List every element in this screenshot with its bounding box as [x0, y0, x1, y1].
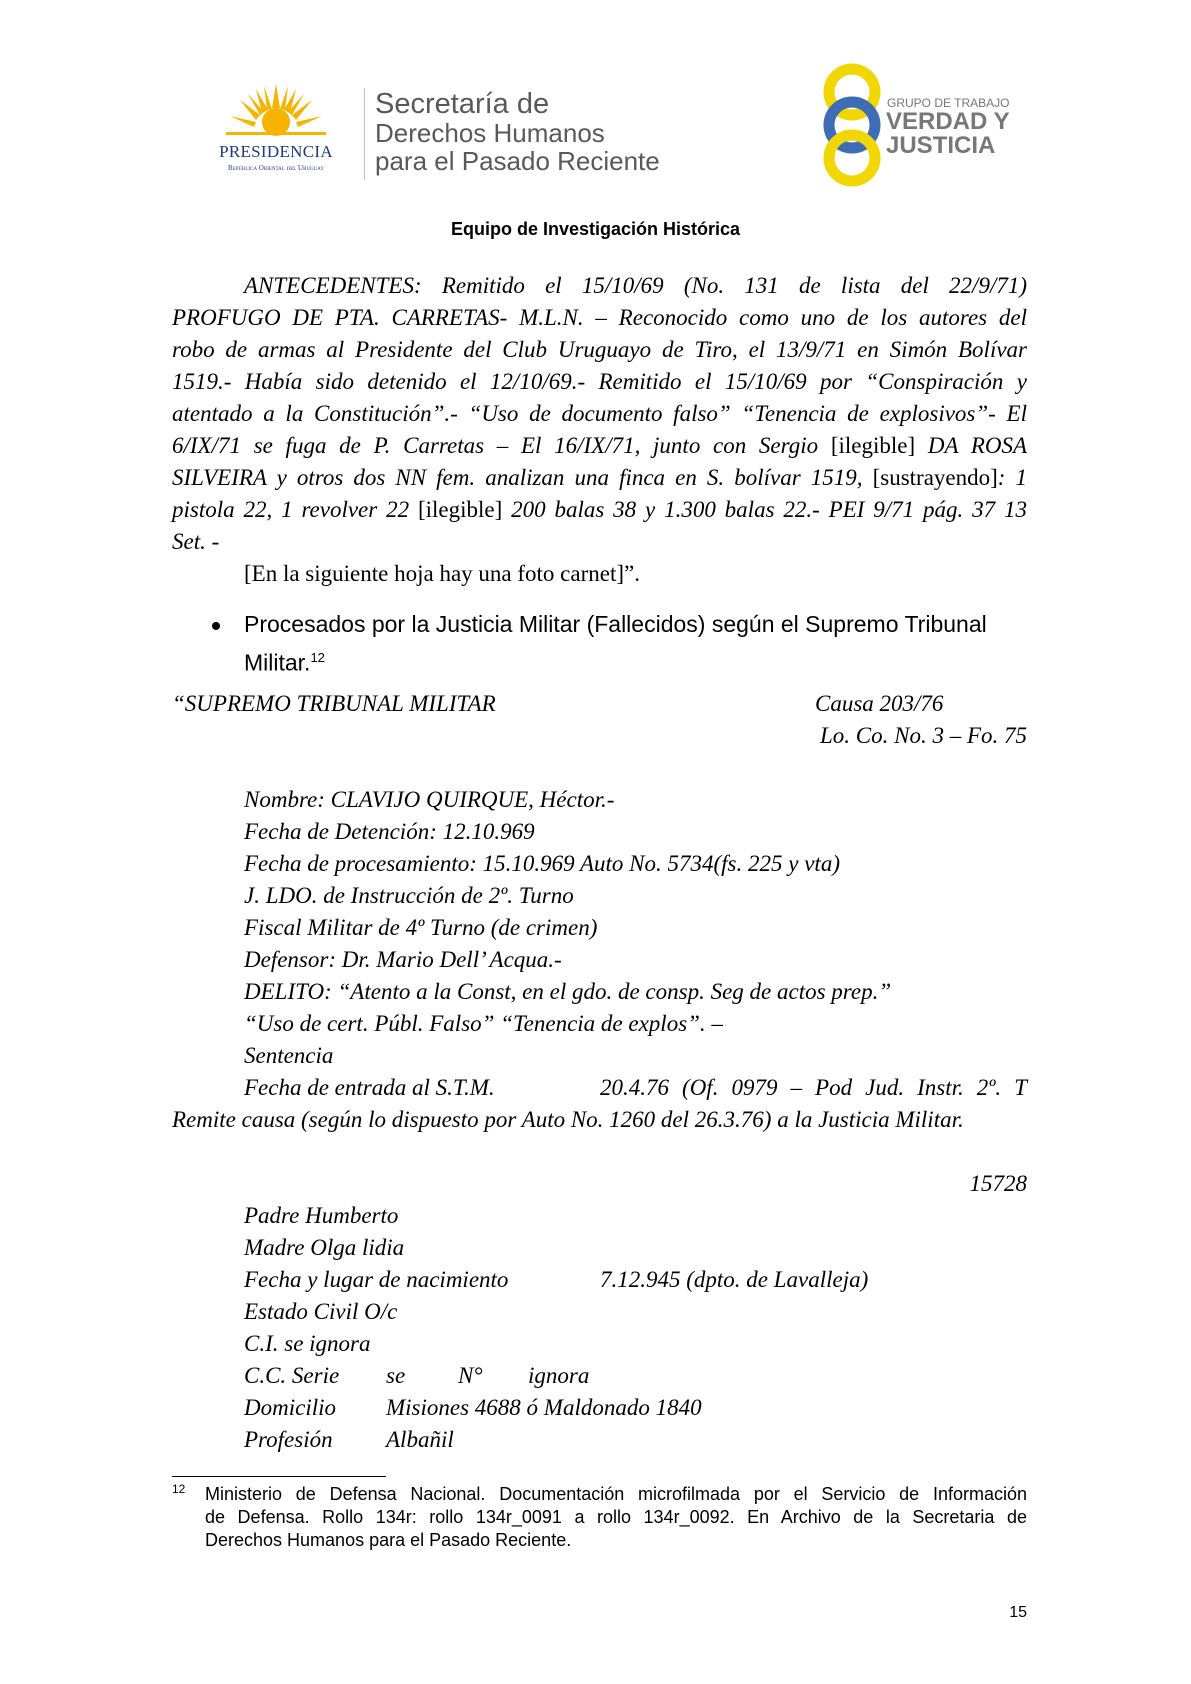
sun-icon	[196, 82, 356, 142]
stm-line-9: Sentencia	[244, 1043, 334, 1068]
footnote-number: 12	[172, 1482, 186, 1496]
stm-line-8: “Uso de cert. Públ. Falso” “Tenencia de explos”. –	[244, 1011, 723, 1036]
stm-cc-ignora: ignora	[528, 1363, 590, 1388]
logo-divider	[364, 88, 365, 180]
sustrayendo-note: [sustrayendo]	[872, 465, 998, 490]
footnote-reference[interactable]: 12	[310, 650, 325, 665]
grupo-line2: VERDAD Y	[886, 108, 1010, 135]
stm-ci: C.I. se ignora	[244, 1331, 371, 1356]
antecedentes-line-6	[172, 430, 1027, 462]
stm-causa: Causa 203/76	[815, 691, 944, 716]
grupo-line3: JUSTICIA	[886, 132, 996, 159]
bullet-line-2-text: Militar.	[244, 649, 311, 676]
bullet-dot	[212, 622, 220, 630]
antecedentes-line-7-c: : 1	[997, 465, 1027, 490]
stm-loco: Lo. Co. No. 3 – Fo. 75	[819, 723, 1027, 748]
secretaria-line3: para el Pasado Reciente	[375, 146, 660, 176]
stm-number: 15728	[969, 1171, 1027, 1196]
secretaria-line2: Derechos Humanos	[375, 118, 605, 148]
secretaria-title	[375, 90, 660, 175]
presidencia-logo	[196, 82, 356, 177]
antecedentes-line-6-a: 6/IX/71 se fuga de P. Carretas – El 16/IX/71, junto con Sergio	[172, 433, 819, 458]
stm-padre: Padre Humberto	[244, 1203, 399, 1228]
footnote-line-1: Ministerio de Defensa Nacional. Documentación microfilmada por el Servicio de Información	[205, 1484, 1027, 1504]
footnote-line-3: Derechos Humanos para el Pasado Reciente.	[205, 1530, 572, 1550]
presidencia-subtitle: República Oriental del Uruguay	[227, 164, 325, 172]
bullet-line-1: Procesados por la Justicia Militar (Fallecidos) según el Supremo Tribunal	[244, 611, 987, 637]
stm-madre: Madre Olga lidia	[244, 1235, 405, 1260]
antecedentes-line-9: Set. -	[172, 529, 220, 554]
presidencia-label: PRESIDENCIA	[219, 142, 333, 161]
stm-entrada-label: Fecha de entrada al S.T.M.	[244, 1075, 495, 1100]
stm-line-7: DELITO: “Atento a la Const, en el gdo. de consp. Seg de actos prep.”	[244, 979, 892, 1004]
team-title: Equipo de Investigación Histórica	[450, 219, 741, 239]
stm-nacimiento-value: 7.12.945 (dpto. de Lavalleja)	[600, 1267, 869, 1292]
grupo-trabajo-logo	[812, 62, 1022, 188]
photo-note: [En la siguiente hoja hay una foto carnet]”.	[244, 561, 640, 586]
secretaria-line1: Secretaría de	[375, 88, 550, 120]
stm-line-3: Fecha de procesamiento: 15.10.969 Auto No. 5734(fs. 225 y vta)	[244, 851, 840, 876]
stm-line-2: Fecha de Detención: 12.10.969	[244, 819, 535, 844]
stm-cc-label: C.C. Serie	[244, 1363, 340, 1388]
stm-line-1: Nombre: CLAVIJO QUIRQUE, Héctor.-	[244, 787, 615, 812]
stm-profesion-label: Profesión	[244, 1427, 333, 1452]
antecedentes-line-3: robo de armas al Presidente del Club Uruguayo de Tiro, el 13/9/71 en Simón Bolívar	[172, 337, 1027, 362]
stm-nacimiento-label: Fecha y lugar de nacimiento	[244, 1267, 509, 1292]
antecedentes-line-6-c: DA ROSA	[927, 433, 1028, 458]
stm-line-4: J. LDO. de Instrucción de 2º. Turno	[244, 883, 574, 908]
stm-heading: “SUPREMO TRIBUNAL MILITAR	[172, 691, 496, 716]
antecedentes-line-4: 1519.- Había sido detenido el 12/10/69.- Remitido el 15/10/69 por “Conspiración y	[172, 369, 1027, 394]
grupo-line1: GRUPO DE TRABAJO	[887, 96, 1010, 110]
page-number: 15	[1009, 1604, 1027, 1621]
footnote-separator	[172, 1476, 386, 1477]
illegible-note: [ilegible]	[417, 497, 503, 522]
antecedentes-line-2: PROFUGO DE PTA. CARRETAS- M.L.N. – Reconocido como uno de los autores del	[172, 305, 1027, 330]
antecedentes-line-5: atentado a la Constitución”.- “Uso de documento falso” “Tenencia de explosivos”- El	[172, 401, 1027, 426]
rings-icon	[812, 62, 892, 188]
bullet-text	[244, 608, 987, 680]
antecedentes-line-7-a: SILVEIRA y otros dos NN fem. analizan una finca en S. bolívar 1519,	[172, 465, 863, 490]
stm-cc-n: N°	[458, 1363, 483, 1388]
bullet-line-2	[244, 641, 987, 680]
antecedentes-line-8-a: pistola 22, 1 revolver 22	[172, 497, 410, 522]
footnote-text	[205, 1483, 1027, 1552]
illegible-note: [ilegible]	[830, 433, 916, 458]
stm-cc-se: se	[386, 1363, 406, 1388]
footnote-line-2: de Defensa. Rollo 134r: rollo 134r_0091 a rollo 134r_0092. En Archivo de la Secretaria de	[205, 1507, 1027, 1527]
stm-line-6: Defensor: Dr. Mario Dell’ Acqua.-	[244, 947, 562, 972]
stm-remite: Remite causa (según lo dispuesto por Auto No. 1260 del 26.3.76) a la Justicia Militar.	[172, 1107, 964, 1132]
antecedentes-line-8	[172, 494, 1027, 526]
antecedentes-line-8-c: 200 balas 38 y 1.300 balas 22.- PEI 9/71 pág. 37 13	[511, 497, 1027, 522]
antecedentes-line-1: ANTECEDENTES: Remitido el 15/10/69 (No. 131 de lista del 22/9/71)	[244, 273, 1027, 298]
stm-profesion-value: Albañil	[386, 1427, 454, 1452]
stm-estado-civil: Estado Civil O/c	[244, 1299, 398, 1324]
stm-domicilio-label: Domicilio	[244, 1395, 336, 1420]
stm-domicilio-value: Misiones 4688 ó Maldonado 1840	[386, 1395, 702, 1420]
stm-entrada-value: 20.4.76 (Of. 0979 – Pod Jud. Instr. 2º. T	[600, 1075, 1027, 1100]
antecedentes-line-7	[172, 462, 1027, 494]
stm-line-5: Fiscal Militar de 4º Turno (de crimen)	[244, 915, 598, 940]
